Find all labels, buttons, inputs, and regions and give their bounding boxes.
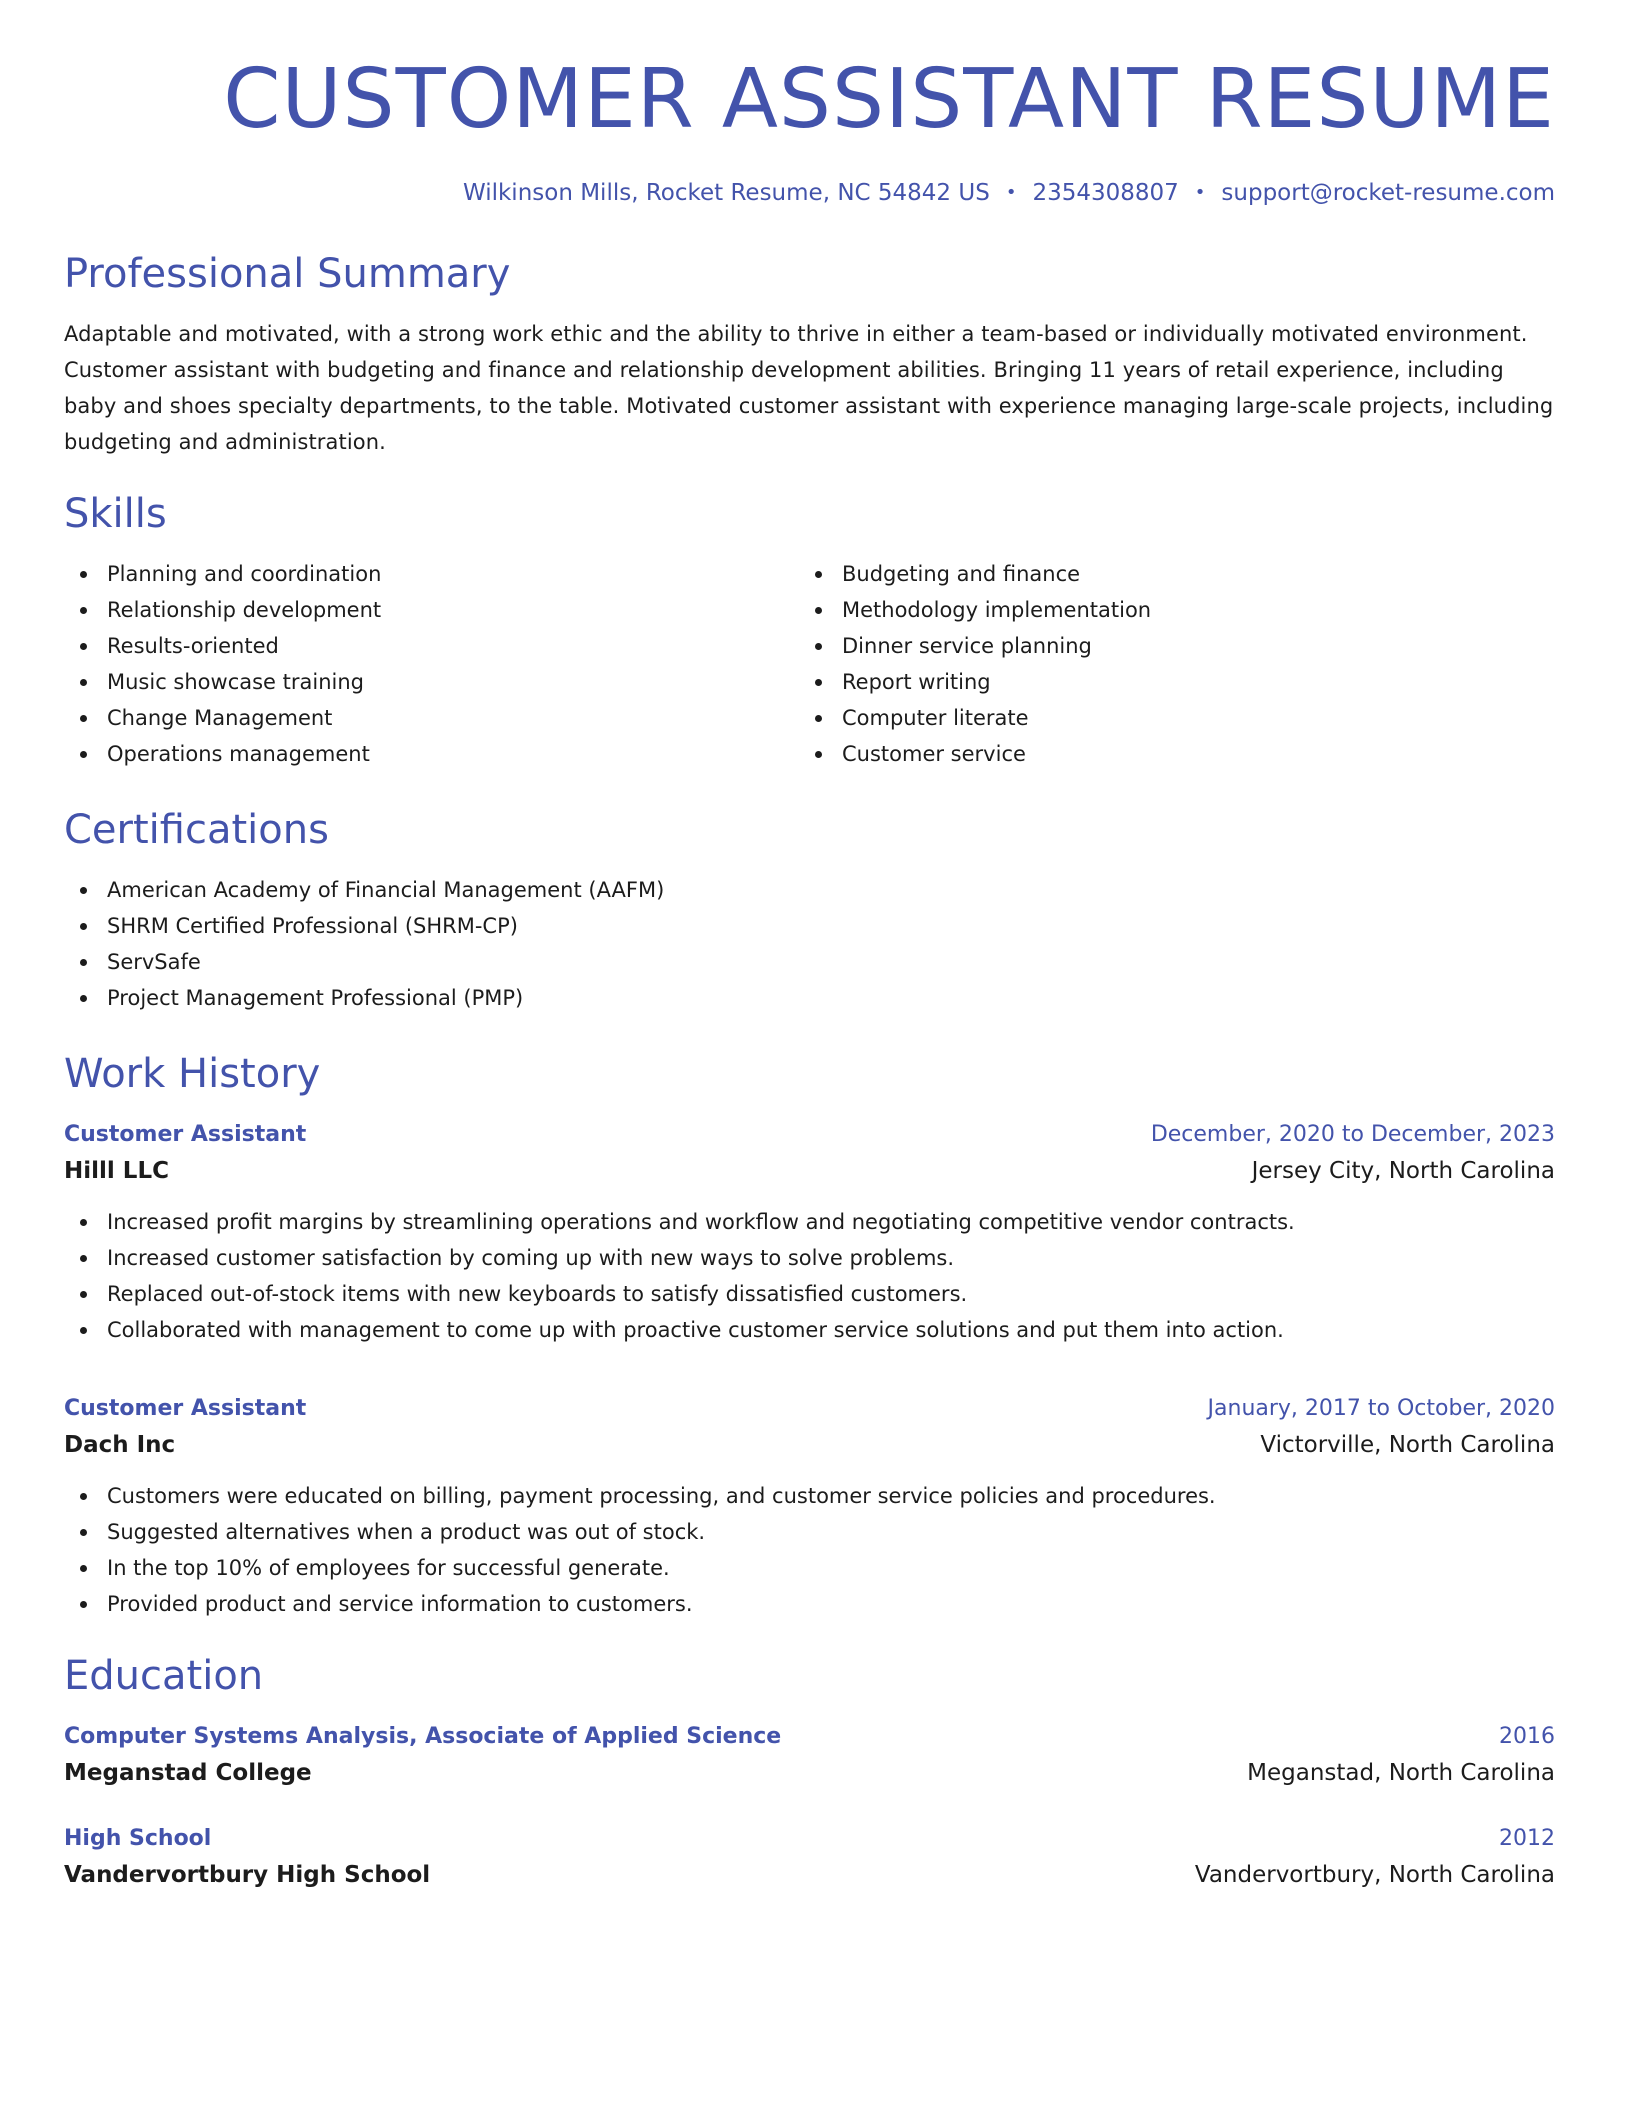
section-heading-work-history: Work History bbox=[64, 1051, 321, 1097]
section-heading-certifications: Certifications bbox=[64, 807, 329, 853]
job-duty-item: Increased profit margins by streamlining operations and workflow and negotiating competitive vendor contracts. bbox=[64, 1204, 1555, 1240]
education-degree-row bbox=[64, 1822, 1555, 1856]
job-entry bbox=[64, 1118, 1555, 1348]
contact-phone: 2354308807 bbox=[1032, 180, 1179, 206]
job-title-row bbox=[64, 1118, 1555, 1152]
job-duty-item: Customers were educated on billing, payment processing, and customer service policies and procedures. bbox=[64, 1478, 1555, 1514]
skills-list-left bbox=[64, 556, 799, 772]
job-location: Jersey City, North Carolina bbox=[1251, 1158, 1555, 1184]
education-school-row bbox=[64, 1754, 1555, 1792]
job-company-row bbox=[64, 1426, 1555, 1464]
job-duty-item: Increased customer satisfaction by coming up with new ways to solve problems. bbox=[64, 1240, 1555, 1276]
resume-page bbox=[64, 0, 1555, 1894]
job-duty-item: Provided product and service information to customers. bbox=[64, 1586, 1555, 1622]
education-degree: Computer Systems Analysis, Associate of Applied Science bbox=[64, 1724, 782, 1749]
certification-item: SHRM Certified Professional (SHRM-CP) bbox=[64, 908, 1555, 944]
certification-item: American Academy of Financial Management (AAFM) bbox=[64, 872, 1555, 908]
contact-address: Wilkinson Mills, Rocket Resume, NC 54842 US bbox=[462, 180, 990, 206]
education-year: 2016 bbox=[1499, 1724, 1555, 1749]
resume-header bbox=[64, 0, 1555, 208]
contact-separator: • bbox=[1194, 182, 1206, 203]
section-heading-skills: Skills bbox=[64, 491, 167, 537]
job-duty-item: Collaborated with management to come up with proactive customer service solutions and put them into action. bbox=[64, 1312, 1555, 1348]
education-degree: High School bbox=[64, 1826, 212, 1851]
section-heading-summary: Professional Summary bbox=[64, 251, 511, 297]
job-dates: December, 2020 to December, 2023 bbox=[1150, 1122, 1555, 1147]
summary-section bbox=[64, 250, 1555, 460]
summary-text: Adaptable and motivated, with a strong work ethic and the ability to thrive in either a team-based or individually motivated environment. Customer assistant with budgeting and finance and relationship development abilities. Bringing 11 years of retail experience, including baby and shoes specialty departments, to the table. Motivated customer assistant with experience managing large-scale projects, including budgeting and administration. bbox=[64, 322, 1554, 454]
skill-item: Change Management bbox=[64, 700, 799, 736]
skill-item: Customer service bbox=[799, 736, 1534, 772]
skill-item: Relationship development bbox=[64, 592, 799, 628]
skill-item: Budgeting and finance bbox=[799, 556, 1534, 592]
education-entry bbox=[64, 1720, 1555, 1792]
job-role: Customer Assistant bbox=[64, 1396, 307, 1421]
contact-line bbox=[64, 178, 1555, 208]
resume-title: CUSTOMER ASSISTANT RESUME bbox=[223, 52, 1555, 147]
job-location: Victorville, North Carolina bbox=[1260, 1432, 1555, 1458]
education-school: Meganstad College bbox=[64, 1760, 312, 1786]
skill-item: Music showcase training bbox=[64, 664, 799, 700]
job-duty-item: Replaced out-of-stock items with new keyboards to satisfy dissatisfied customers. bbox=[64, 1276, 1555, 1312]
skills-section bbox=[64, 490, 1555, 772]
education-school-row bbox=[64, 1856, 1555, 1894]
certifications-list bbox=[64, 872, 1555, 1016]
job-company: Hilll LLC bbox=[64, 1158, 169, 1184]
education-school: Vandervortbury High School bbox=[64, 1862, 431, 1888]
skills-column-left bbox=[64, 556, 799, 772]
skill-item: Methodology implementation bbox=[799, 592, 1534, 628]
education-year: 2012 bbox=[1499, 1826, 1555, 1851]
education-section bbox=[64, 1652, 1555, 1894]
contact-separator: • bbox=[1005, 182, 1017, 203]
job-entry bbox=[64, 1392, 1555, 1622]
job-company-row bbox=[64, 1152, 1555, 1190]
job-dates: January, 2017 to October, 2020 bbox=[1207, 1396, 1555, 1421]
skills-columns bbox=[64, 556, 1555, 772]
job-role: Customer Assistant bbox=[64, 1122, 307, 1147]
certification-item: ServSafe bbox=[64, 944, 1555, 980]
education-location: Vandervortbury, North Carolina bbox=[1194, 1862, 1555, 1888]
certification-item: Project Management Professional (PMP) bbox=[64, 980, 1555, 1016]
job-duty-item: Suggested alternatives when a product was out of stock. bbox=[64, 1514, 1555, 1550]
education-degree-row bbox=[64, 1720, 1555, 1754]
job-duties-list bbox=[64, 1204, 1555, 1348]
job-duty-item: In the top 10% of employees for successful generate. bbox=[64, 1550, 1555, 1586]
education-location: Meganstad, North Carolina bbox=[1247, 1760, 1555, 1786]
skill-item: Planning and coordination bbox=[64, 556, 799, 592]
skill-item: Dinner service planning bbox=[799, 628, 1534, 664]
skill-item: Report writing bbox=[799, 664, 1534, 700]
certifications-section bbox=[64, 806, 1555, 1016]
skill-item: Results-oriented bbox=[64, 628, 799, 664]
skills-list-right bbox=[799, 556, 1534, 772]
skill-item: Computer literate bbox=[799, 700, 1534, 736]
skills-column-right bbox=[799, 556, 1534, 772]
skill-item: Operations management bbox=[64, 736, 799, 772]
education-entry bbox=[64, 1822, 1555, 1894]
work-history-section bbox=[64, 1050, 1555, 1622]
job-duties-list bbox=[64, 1478, 1555, 1622]
section-heading-education: Education bbox=[64, 1653, 264, 1699]
contact-email[interactable]: support@rocket-resume.com bbox=[1221, 180, 1555, 206]
job-company: Dach Inc bbox=[64, 1432, 176, 1458]
job-title-row bbox=[64, 1392, 1555, 1426]
